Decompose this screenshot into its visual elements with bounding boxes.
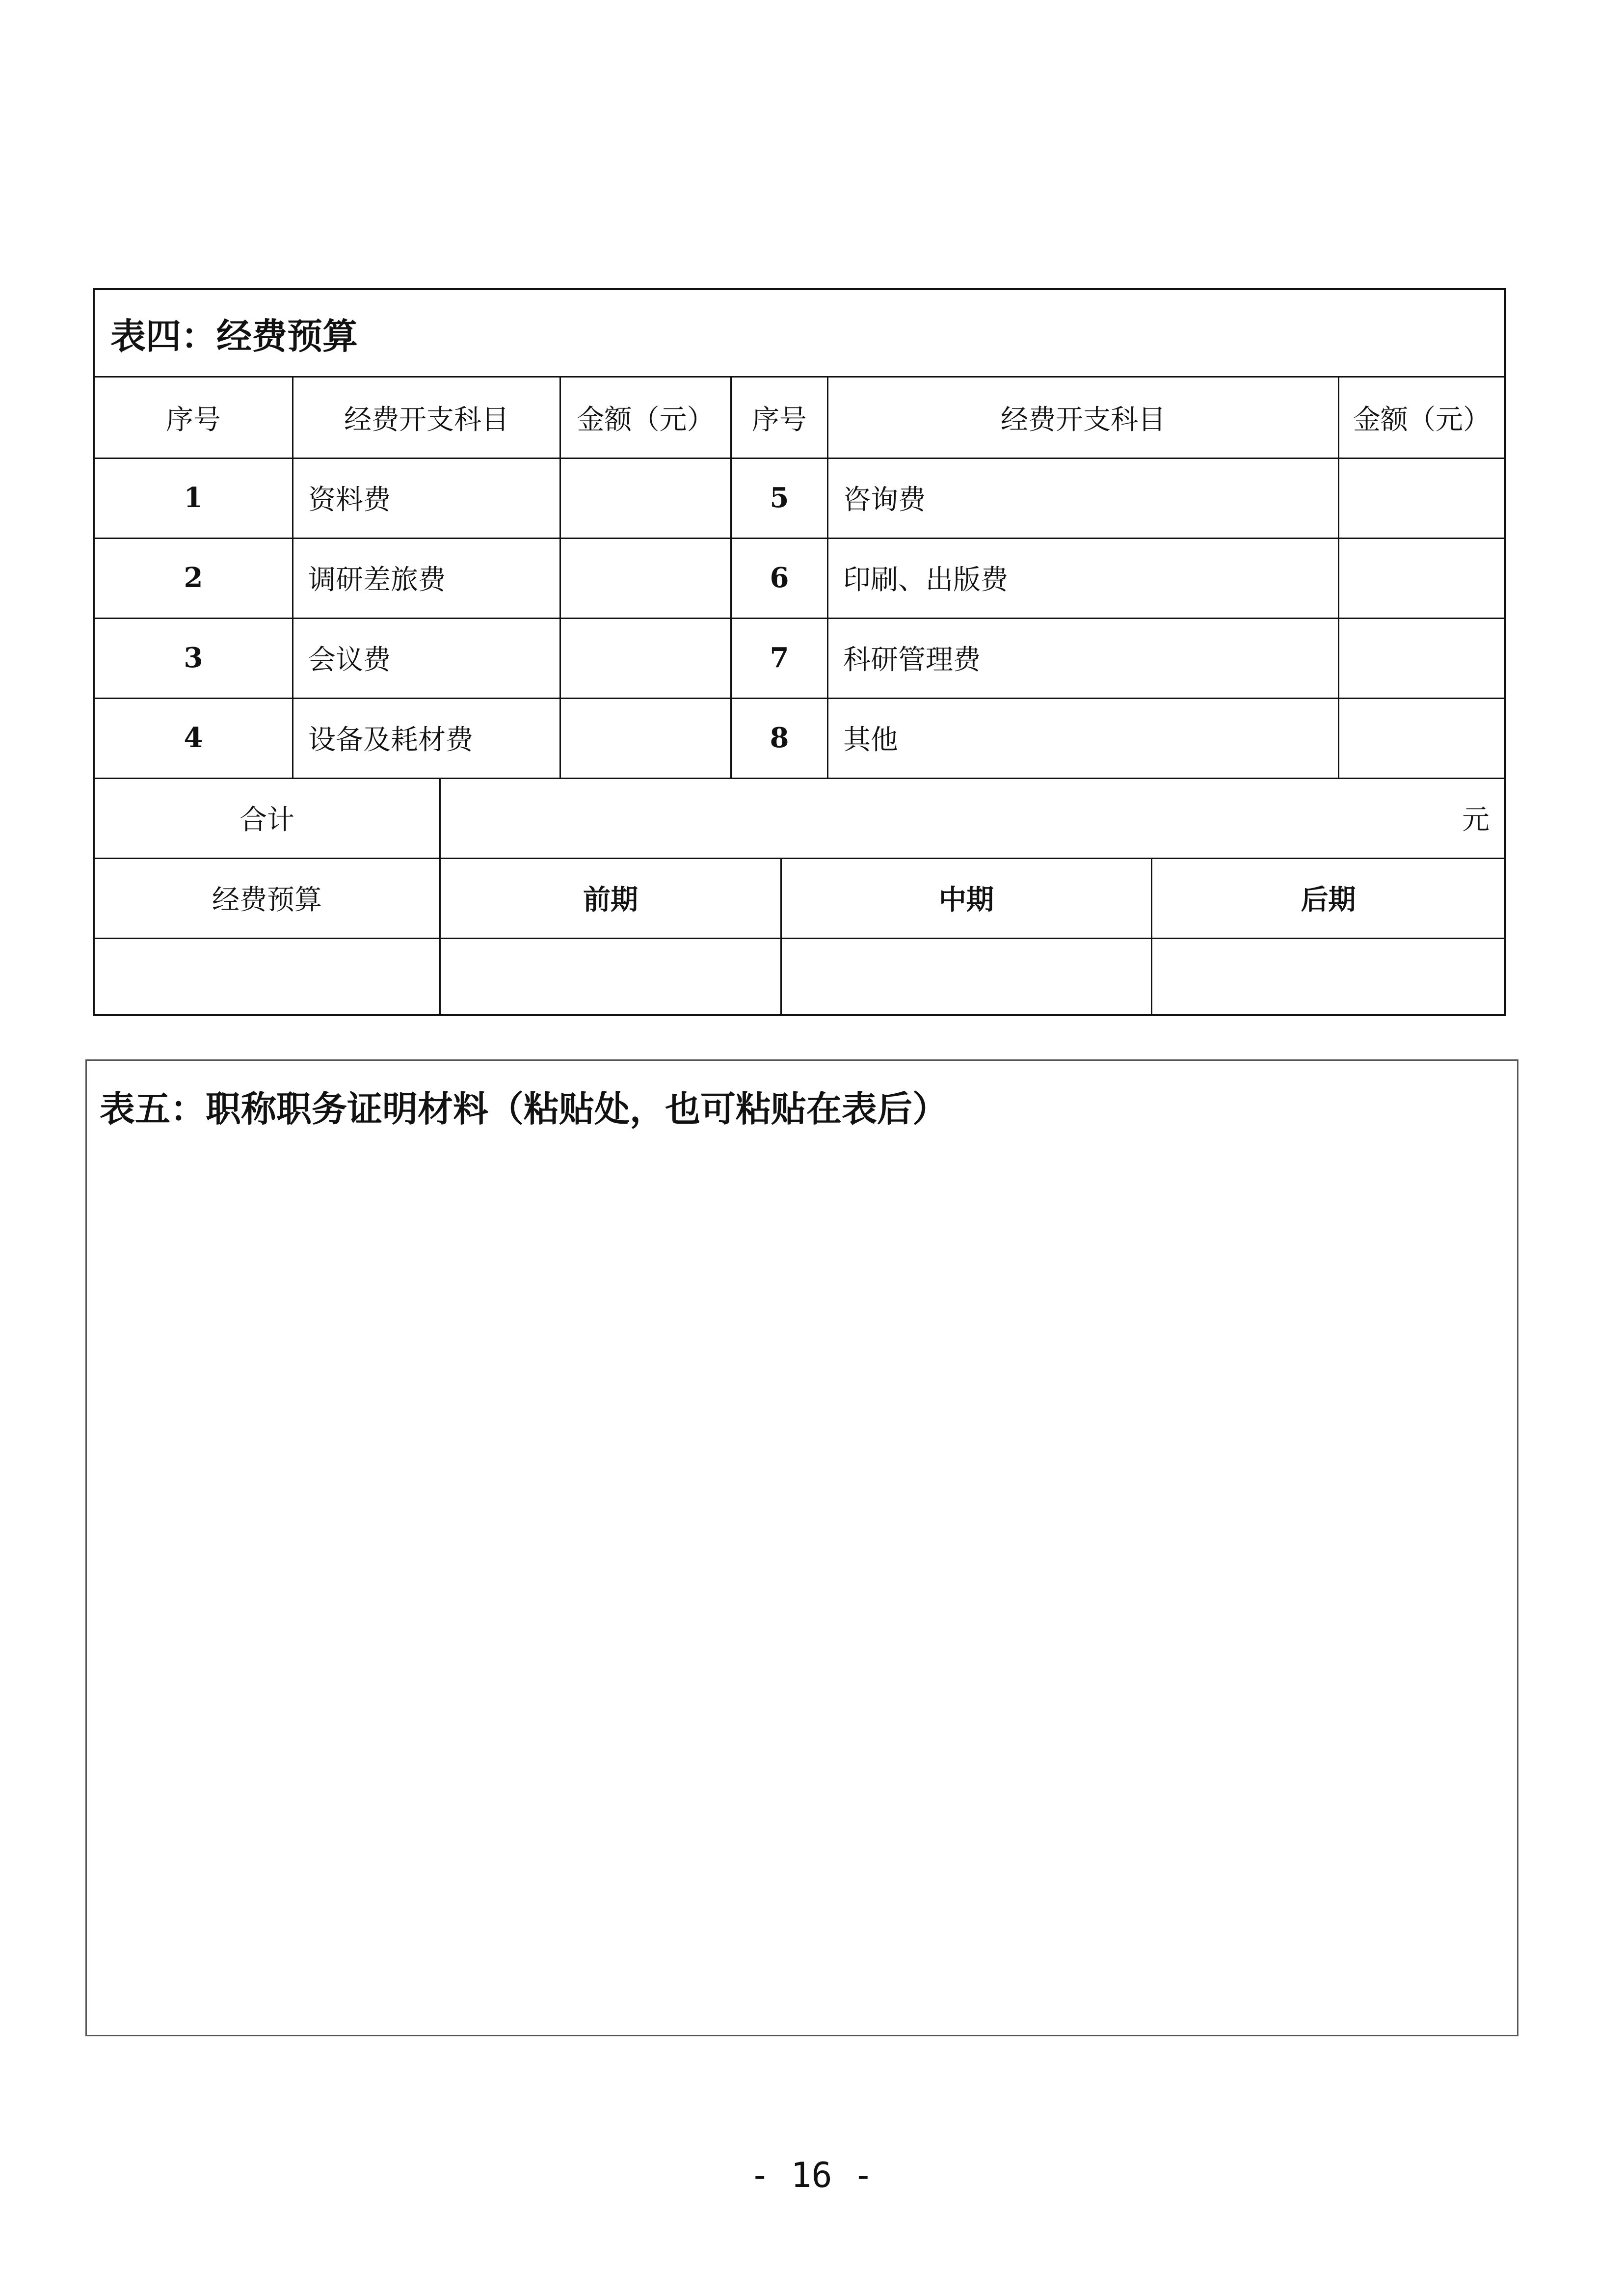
certificate-table-title: 表五：职称职务证明材料（粘贴处，也可粘贴在表后）: [100, 1088, 948, 1130]
row-seq-left: 3: [95, 618, 293, 698]
table-row: [95, 618, 1504, 699]
phase-early-input[interactable]: [441, 938, 782, 1016]
certificate-paste-area[interactable]: [85, 1059, 1518, 2036]
header-seq-right: 序号: [732, 378, 828, 458]
budget-table: [93, 288, 1506, 1016]
row-seq-right: 6: [732, 538, 828, 618]
row-item-left: 设备及耗材费: [293, 698, 561, 778]
row-item-right: 科研管理费: [828, 618, 1339, 698]
phase-middle: 中期: [782, 858, 1152, 938]
row-amount-right[interactable]: [1339, 538, 1504, 618]
row-amount-left[interactable]: [561, 538, 732, 618]
header-item-right: 经费开支科目: [828, 378, 1339, 458]
row-item-right: 印刷、出版费: [828, 538, 1339, 618]
phase-input-row: [95, 938, 1504, 1016]
page-number: - 16 -: [749, 2155, 874, 2195]
budget-header-row: [95, 378, 1504, 459]
total-amount-field[interactable]: [441, 778, 1504, 858]
row-seq-left: 4: [95, 698, 293, 778]
row-item-right: 咨询费: [828, 458, 1339, 538]
phase-late-input[interactable]: [1152, 938, 1504, 1016]
row-amount-left[interactable]: [561, 458, 732, 538]
row-item-left: 资料费: [293, 458, 561, 538]
table-row: [95, 698, 1504, 779]
row-amount-right[interactable]: [1339, 618, 1504, 698]
header-amount-right: 金额（元）: [1353, 404, 1490, 436]
header-item-left: 经费开支科目: [293, 378, 561, 458]
total-unit: 元: [1462, 804, 1490, 836]
budget-table-title: 表四：经费预算: [95, 290, 1504, 378]
row-amount-right[interactable]: [1339, 698, 1504, 778]
phase-late: 后期: [1301, 883, 1356, 916]
phase-middle-input[interactable]: [782, 938, 1152, 1016]
phase-header-row: [95, 858, 1504, 939]
row-seq-left: 1: [95, 458, 293, 538]
row-seq-right: 8: [732, 698, 828, 778]
row-amount-left[interactable]: [561, 618, 732, 698]
row-seq-left: 2: [95, 538, 293, 618]
row-seq-right: 7: [732, 618, 828, 698]
budget-label: 经费预算: [95, 858, 441, 938]
row-seq-right: 5: [732, 458, 828, 538]
header-amount-left: 金额（元）: [561, 378, 732, 458]
phase-input-label-cell: [95, 938, 441, 1016]
total-row: [95, 778, 1504, 859]
table-row: [95, 458, 1504, 539]
phase-early: 前期: [441, 858, 782, 938]
header-seq-left: 序号: [95, 378, 293, 458]
table-row: [95, 538, 1504, 619]
total-label: 合计: [95, 778, 441, 858]
row-item-left: 会议费: [293, 618, 561, 698]
row-item-right: 其他: [828, 698, 1339, 778]
row-amount-right[interactable]: [1339, 458, 1504, 538]
row-amount-left[interactable]: [561, 698, 732, 778]
row-item-left: 调研差旅费: [293, 538, 561, 618]
